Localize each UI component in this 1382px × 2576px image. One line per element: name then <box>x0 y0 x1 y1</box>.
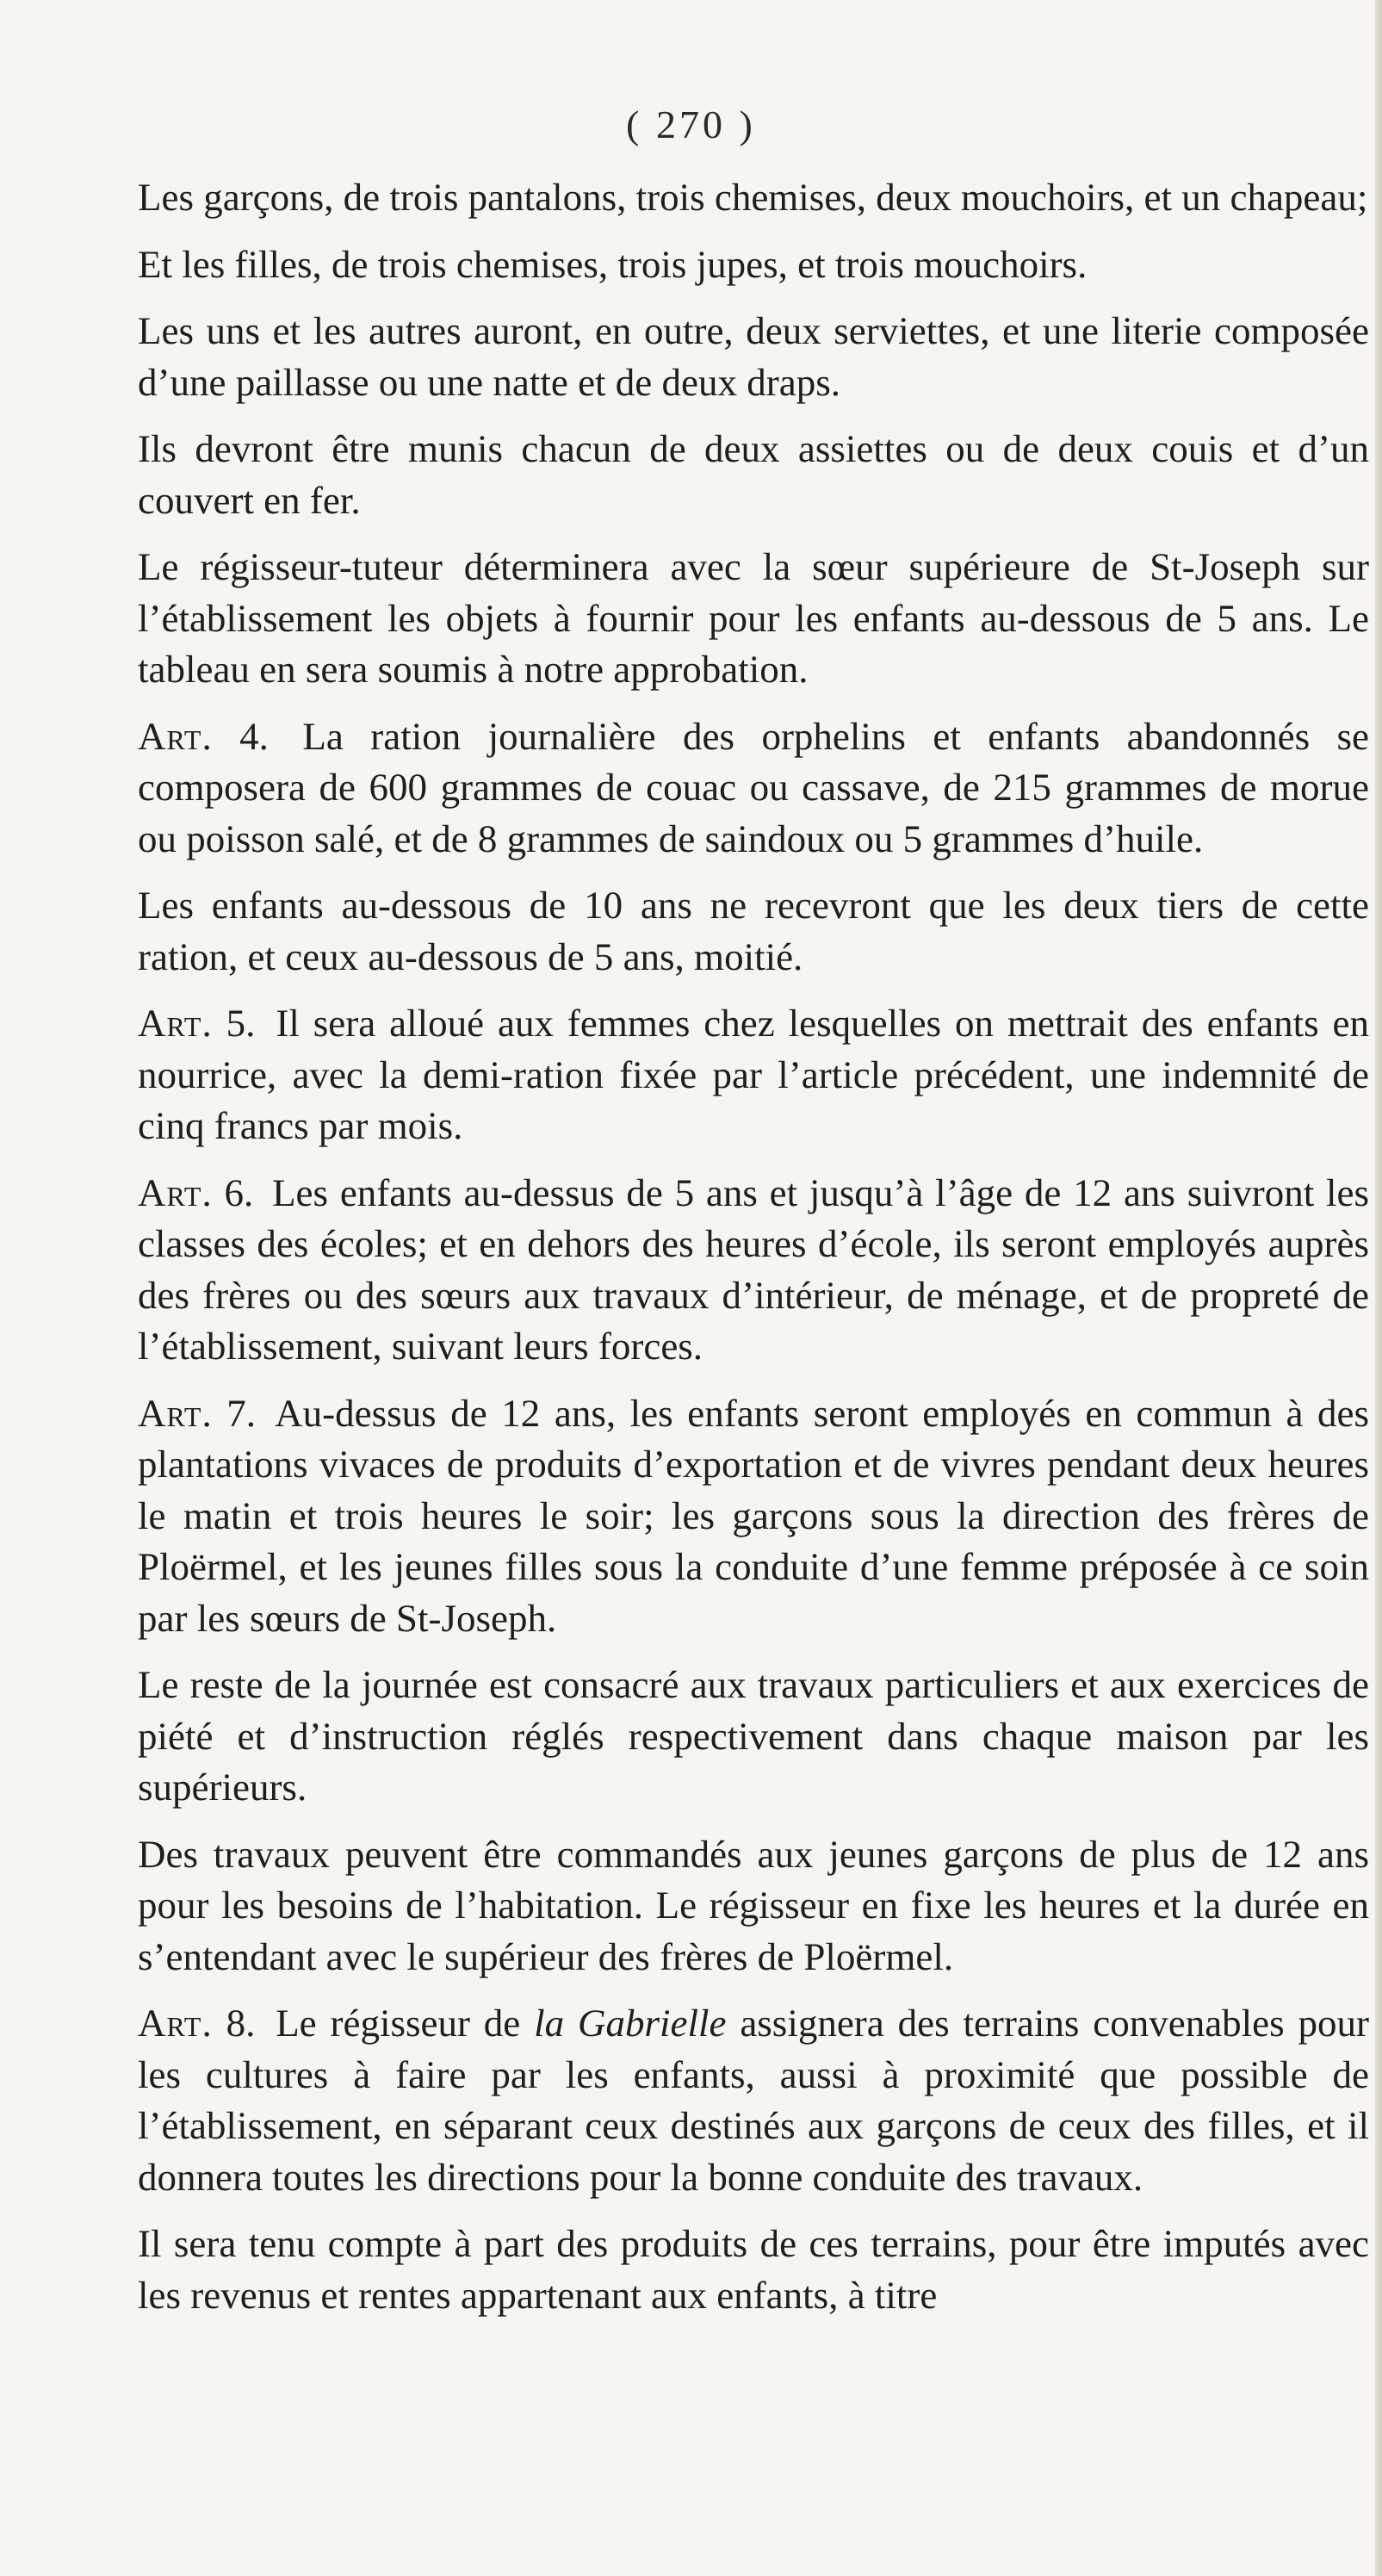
article-6 <box>138 1168 1369 1373</box>
article-text: Les enfants au-dessus de 5 ans et jusqu’à l’âge de 12 ans suivront les classes des écoles; et en dehors des heures d’école, ils seront employés auprès des frères ou des sœurs aux travaux d’intérieur, de ménage, et de propreté de l’établissement, suivant leurs forces. <box>138 1170 1370 1368</box>
article-number: 8. <box>226 2002 256 2045</box>
article-5 <box>138 998 1369 1152</box>
article-label: Art. <box>138 1391 213 1435</box>
page-edge <box>1375 0 1382 2576</box>
article-7 <box>138 1388 1369 1645</box>
page-number: ( 270 ) <box>626 102 756 146</box>
article-number: 7. <box>226 1391 257 1435</box>
paragraph: Ils devront être munis chacun de deux assiettes ou de deux couis et d’un couvert en fer. <box>138 427 1369 522</box>
article-4 <box>138 711 1369 866</box>
paragraph: Les uns et les autres auront, en outre, deux serviettes, et une literie composée d’une paillasse ou une natte et de deux draps. <box>138 309 1369 404</box>
article-label: Art. <box>138 1002 213 1045</box>
article-label: Art. <box>138 1170 213 1214</box>
article-number: 5. <box>226 1002 256 1045</box>
paragraph: Les garçons, de trois pantalons, trois chemises, deux mouchoirs, et un chapeau; <box>138 176 1368 219</box>
paragraph: Le régisseur-tuteur déterminera avec la sœur supérieure de St-Joseph sur l’établissement les objets à fournir pour les enfants au-dessous de 5 ans. Le tableau en sera soumis à notre approbation. <box>138 545 1369 691</box>
article-label: Art. <box>138 714 213 758</box>
article-text: Au-dessus de 12 ans, les enfants seront employés en commun à des plantations vivaces de produits d’exportation et de vivres pendant deux heures le matin et trois heures le soir; les garçons sous la direction des frères de Ploërmel, et les jeunes filles sous la conduite d’une femme préposée à ce soin par les sœurs de St-Joseph. <box>138 1391 1369 1640</box>
place-name: la Gabrielle <box>534 2002 727 2045</box>
article-number: 6. <box>224 1170 254 1214</box>
paragraph: Le reste de la journée est consacré aux travaux particuliers et aux exercices de piété et d’instruction réglés respectivement dans chaque maison par les supérieurs. <box>138 1663 1369 1809</box>
paragraph: Les enfants au-dessous de 10 ans ne recevront que les deux tiers de cette ration, et ceux au-dessous de 5 ans, moitié. <box>138 884 1369 978</box>
article-label: Art. <box>138 2002 213 2045</box>
paragraph: Des travaux peuvent être commandés aux jeunes garçons de plus de 12 ans pour les besoins de l’habitation. Le régisseur en fixe les heures et la durée en s’entendant avec le supérieur des frères de Ploërmel. <box>138 1832 1369 1978</box>
paragraph: Il sera tenu compte à part des produits de ces terrains, pour être imputés avec les revenus et rentes appartenant aux enfants, à titre <box>138 2222 1369 2317</box>
article-text: Il sera alloué aux femmes chez lesquelles on mettrait des enfants en nourrice, avec la demi-ration fixée par l’article précédent, une indemnité de cinq francs par mois. <box>138 1002 1370 1147</box>
article-number: 4. <box>239 714 269 758</box>
article-8 <box>138 1998 1369 2203</box>
article-text: Le régisseur de <box>276 2002 535 2045</box>
article-text: assignera des terrains convenables pour les cultures à faire par les enfants, aussi à proximité que possible de l’établissement, en séparant ceux destinés aux garçons de ceux des filles, et il donnera toutes les directions pour la bonne conduite des travaux. <box>138 2002 1369 2199</box>
paragraph: Et les filles, de trois chemises, trois jupes, et trois mouchoirs. <box>138 242 1088 286</box>
document-body <box>138 172 1369 2337</box>
article-text: La ration journalière des orphelins et enfants abandonnés se composera de 600 grammes de couac ou cassave, de 215 grammes de morue ou poisson salé, et de 8 grammes de saindoux ou 5 grammes d’huile. <box>138 714 1370 860</box>
